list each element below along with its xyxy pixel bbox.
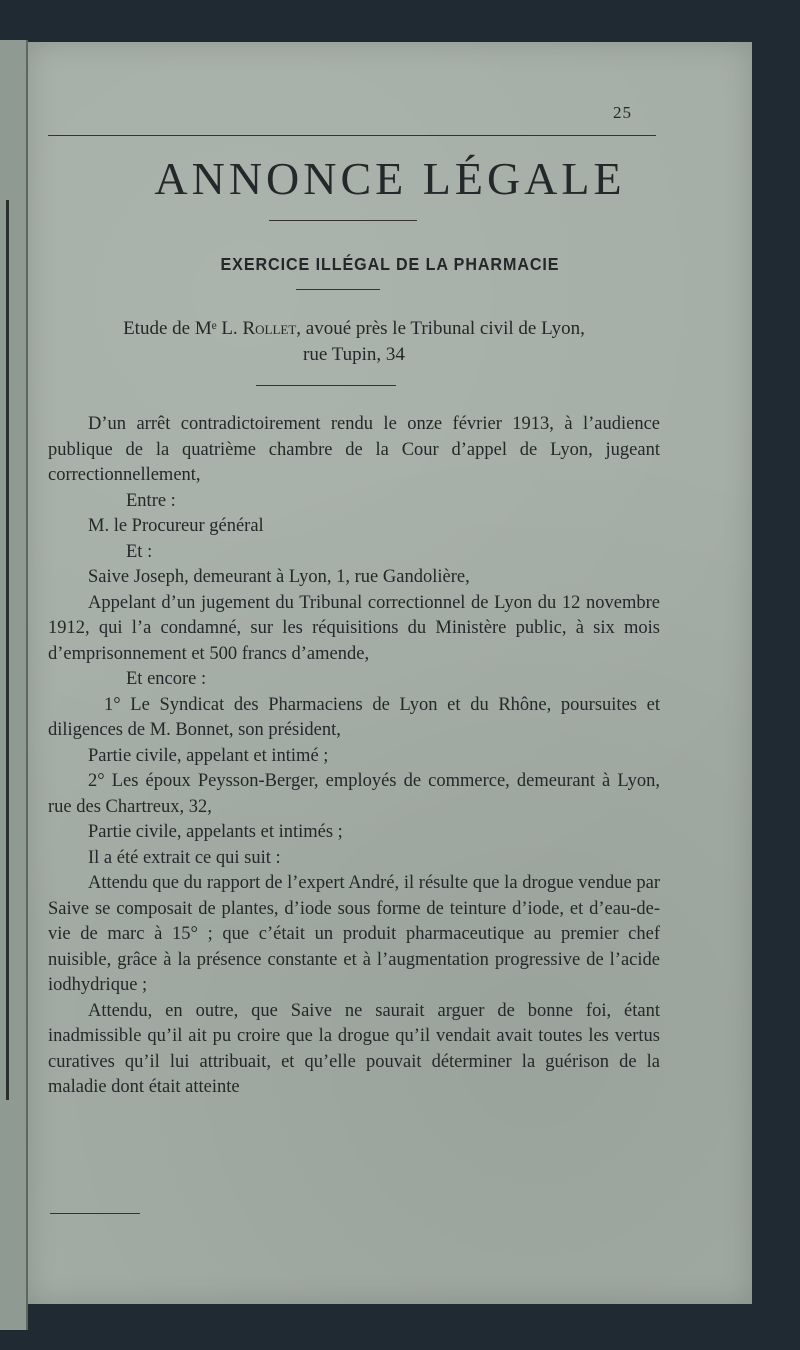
page-number: 25: [613, 103, 632, 122]
section-subtitle: EXERCICE ILLÉGAL DE LA PHARMACIE: [220, 254, 560, 274]
paragraph: Et encore :: [126, 669, 207, 689]
office-line-2: rue Tupin, 34: [303, 344, 405, 365]
title-underline: [269, 220, 417, 221]
page-title: ANNONCE LÉGALE: [154, 153, 626, 204]
paragraph: 1° Le Syndicat des Pharmaciens de Lyon et du Rhône, poursuites et diligences de M. Bonnet, son président,: [48, 694, 660, 740]
paragraph: Entre :: [126, 490, 176, 511]
facing-page-text-edge: [6, 200, 9, 1100]
article-body: [48, 412, 660, 1101]
law-office-heading: [48, 316, 660, 368]
paragraph: Et :: [126, 541, 153, 562]
paragraph: Saive Joseph, demeurant à Lyon, 1, rue Gandolière,: [88, 567, 470, 587]
office-line-1: [48, 316, 660, 342]
attorney-name: Rollet: [242, 318, 297, 339]
paragraph: Il a été extrait ce qui suit :: [88, 847, 281, 868]
paragraph: Attendu, en outre, que Saive ne saurait arguer de bonne foi, étant inadmissible qu’il ait pu croire que la drogue qu’il vendait avait toutes les vertus curatives qu’il lui attribuait, et qu’elle pouvait déterminer la guérison de la maladie dont était atteinte: [48, 1000, 660, 1097]
paragraph: Partie civile, appelants et intimés ;: [88, 822, 343, 842]
office-prefix: Etude de Mᵉ L.: [123, 318, 243, 339]
paragraph: 2° Les époux Peysson-Berger, employés de commerce, demeurant à Lyon, rue des Chartreux, 32,: [48, 771, 660, 817]
office-suffix: , avoué près le Tribunal civil de Lyon,: [296, 318, 585, 339]
subtitle-rule: [296, 289, 380, 290]
document-page: [28, 42, 752, 1304]
paragraph: Partie civile, appelant et intimé ;: [88, 745, 329, 766]
facing-page-edge: [0, 40, 28, 1330]
paragraph: M. le Procureur général: [88, 516, 264, 536]
footer-rule: [50, 1213, 140, 1214]
paragraph: D’un arrêt contradictoirement rendu le onze février 1913, à l’audience publique de la quatrième chambre de la Cour d’appel de Lyon, jugeant correctionnellement,: [48, 414, 660, 485]
paragraph: Appelant d’un jugement du Tribunal correctionnel de Lyon du 12 novembre 1912, qui l’a condamné, sur les réquisitions du Ministère public, à six mois d’emprisonnement et 500 francs d’amende,: [48, 592, 660, 664]
office-rule: [256, 385, 396, 386]
header-rule: [48, 135, 656, 136]
paragraph: Attendu que du rapport de l’expert André, il résulte que la drogue vendue par Saive se composait de plantes, d’iode sous forme de teinture d’iode, et d’eau-de-vie de marc à 15° ; que c’était un produit pharmaceutique au premier chef nuisible, grâce à la présence constante et à l’augmentation progressive de l’acide iodhydrique ;: [48, 873, 660, 995]
